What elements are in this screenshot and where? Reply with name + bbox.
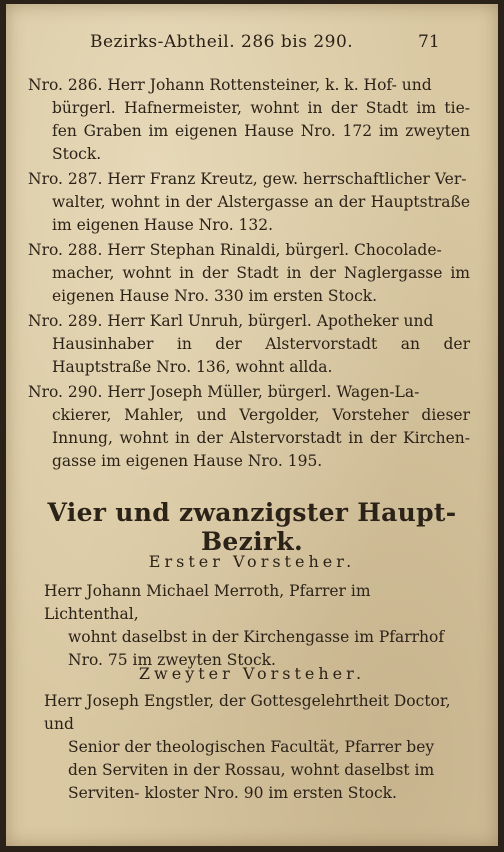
second-warden-heading: Zweyter Vorsteher.	[138, 664, 366, 683]
first-warden-heading: Erster Vorsteher.	[148, 552, 356, 571]
section-heading: Vier und zwanzigster Haupt-Bezirk.	[47, 498, 457, 556]
entry-287	[28, 168, 470, 237]
entry-288	[28, 239, 470, 308]
entry-list	[28, 74, 470, 475]
entry-286	[28, 74, 470, 166]
entry-first-line: Nro. 290. Herr Joseph Müller, bürgerl. Wagen-La-	[28, 383, 420, 401]
second-warden-first-line: Herr Joseph Engstler, der Gottesgelehrtheit Doctor, und	[44, 692, 451, 733]
first-warden-continuation: wohnt daselbst in der Kirchengasse im Pfarrhof Nro. 75 im zweyten Stock.	[68, 628, 445, 669]
page-number: 71	[418, 32, 440, 52]
running-title: Bezirks-Abtheil. 286 bis 290.	[90, 32, 354, 52]
second-warden-text	[44, 690, 462, 805]
entry-first-line: Nro. 287. Herr Franz Kreutz, gew. herrschaftlicher Ver-	[28, 170, 467, 188]
entry-continuation: walter, wohnt in der Alstergasse an der Hauptstraße im eigenen Hause Nro. 132.	[52, 193, 470, 234]
entry-continuation: bürgerl. Hafnermeister, wohnt in der Stadt im tie- fen Graben im eigenen Hause Nro. 172 im zweyten Stock.	[52, 99, 470, 163]
entry-first-line: Nro. 286. Herr Johann Rottensteiner, k. k. Hof- und	[28, 76, 432, 94]
book-page	[6, 4, 498, 846]
first-warden-first-line: Herr Johann Michael Merroth, Pfarrer im Lichtenthal,	[44, 582, 371, 623]
entry-continuation: ckierer, Mahler, und Vergolder, Vorsteher dieser Innung, wohnt in der Alstervorstadt in der Kirchen- gasse im eigenen Hause Nro. 195.	[52, 406, 470, 470]
page-header	[6, 32, 498, 56]
first-warden-text	[44, 580, 462, 672]
entry-continuation: macher, wohnt in der Stadt in der Naglergasse im eigenen Hause Nro. 330 im ersten Stock.	[52, 264, 470, 305]
entry-first-line: Nro. 289. Herr Karl Unruh, bürgerl. Apotheker und	[28, 312, 434, 330]
second-warden-continuation: Senior der theologischen Facultät, Pfarrer bey den Serviten in der Rossau, wohnt daselbst im Serviten- kloster Nro. 90 im ersten Stock.	[68, 738, 435, 802]
entry-continuation: Hausinhaber in der Alstervorstadt an der Hauptstraße Nro. 136, wohnt allda.	[52, 335, 470, 376]
entry-290	[28, 381, 470, 473]
entry-289	[28, 310, 470, 379]
entry-first-line: Nro. 288. Herr Stephan Rinaldi, bürgerl. Chocolade-	[28, 241, 442, 259]
